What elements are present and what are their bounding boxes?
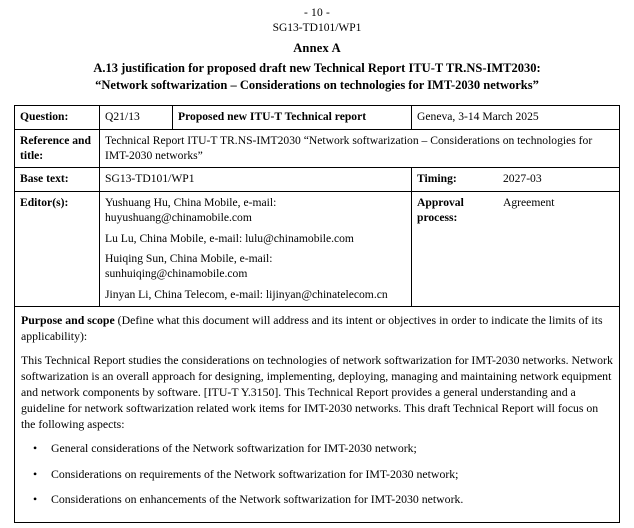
reference-label: Reference and title:: [15, 129, 100, 168]
purpose-heading: [21, 312, 613, 344]
proposed-new-label: Proposed new ITU-T Technical report: [173, 106, 412, 129]
meeting-value: Geneva, 3-14 March 2025: [412, 106, 620, 129]
bullet-icon: •: [33, 491, 38, 506]
list-item: [21, 440, 613, 456]
bullet-icon: •: [33, 466, 38, 481]
list-item: [21, 491, 613, 507]
approval-cell: [412, 191, 620, 306]
list-item-label: General considerations of the Network softwarization for IMT-2030 network;: [51, 441, 417, 456]
metadata-table: [14, 105, 620, 307]
reference-value: Technical Report ITU-T TR.NS-IMT2030 “Network softwarization – Considerations on technologies for IMT-2030 networks”: [100, 129, 620, 168]
purpose-heading-rest: (Define what this document will address and its intent or objectives in order to indicate the limits of its applicability):: [21, 313, 603, 344]
purpose-bullet-list: [21, 440, 613, 506]
list-item-label: Considerations on enhancements of the Network softwarization for IMT-2030 network.: [51, 491, 464, 506]
list-item: [21, 466, 613, 482]
table-row-basetext: [15, 168, 620, 191]
title-line-1: A.13 justification for proposed draft new Technical Report ITU-T TR.NS-IMT2030:: [93, 61, 541, 76]
editors-list: [105, 195, 406, 302]
approval-value: Agreement: [503, 195, 555, 209]
editors-value: [100, 191, 412, 306]
list-item: Yushuang Hu, China Mobile, e-mail: huyushuang@chinamobile.com: [105, 195, 277, 225]
annex-heading: Annex A: [293, 41, 341, 56]
approval-label: Approval process:: [417, 195, 464, 225]
timing-label: Timing:: [417, 172, 457, 186]
title-line-2: “Network softwarization – Considerations on technologies for IMT-2030 networks”: [95, 78, 539, 93]
timing-cell: [412, 168, 620, 191]
timing-value: 2027-03: [503, 172, 542, 186]
base-text-label: Base text:: [15, 168, 100, 191]
bullet-icon: •: [33, 441, 38, 456]
document-code: SG13-TD101/WP1: [272, 21, 362, 34]
list-item: Jinyan Li, China Telecom, e-mail: lijinyan@chinatelecom.cn: [105, 287, 388, 301]
page-number: - 10 -: [303, 7, 331, 19]
question-value: Q21/13: [100, 106, 173, 129]
purpose-body: This Technical Report studies the considerations on technologies of network softwarization for IMT-2030 networks. Network softwarization is an overall approach for designing, implementing, deploying, managing and maintaining network equipment and network components by software. [ITU-T Y.3150]. This Technical Report provides a general understanding and a guideline for network softwarization related work items for IMT-2030 networks. This draft Technical Report will focus on the following aspects:: [21, 353, 613, 432]
base-text-value: SG13-TD101/WP1: [100, 168, 412, 191]
purpose-heading-label: Purpose and scope: [21, 313, 115, 328]
table-row-question: [15, 106, 620, 129]
list-item-label: Considerations on requirements of the Network softwarization for IMT-2030 network;: [51, 466, 459, 481]
list-item: Huiqing Sun, China Mobile, e-mail: sunhuiqing@chinamobile.com: [105, 252, 273, 281]
editors-label: Editor(s):: [15, 191, 100, 306]
list-item: Lu Lu, China Mobile, e-mail: lulu@chinamobile.com: [105, 231, 354, 245]
purpose-and-scope-section: [14, 307, 620, 522]
question-label: Question:: [15, 106, 100, 129]
page-title: [14, 60, 620, 94]
table-row-editors: [15, 191, 620, 306]
page-header: [14, 6, 620, 35]
table-row-reference: [15, 129, 620, 168]
